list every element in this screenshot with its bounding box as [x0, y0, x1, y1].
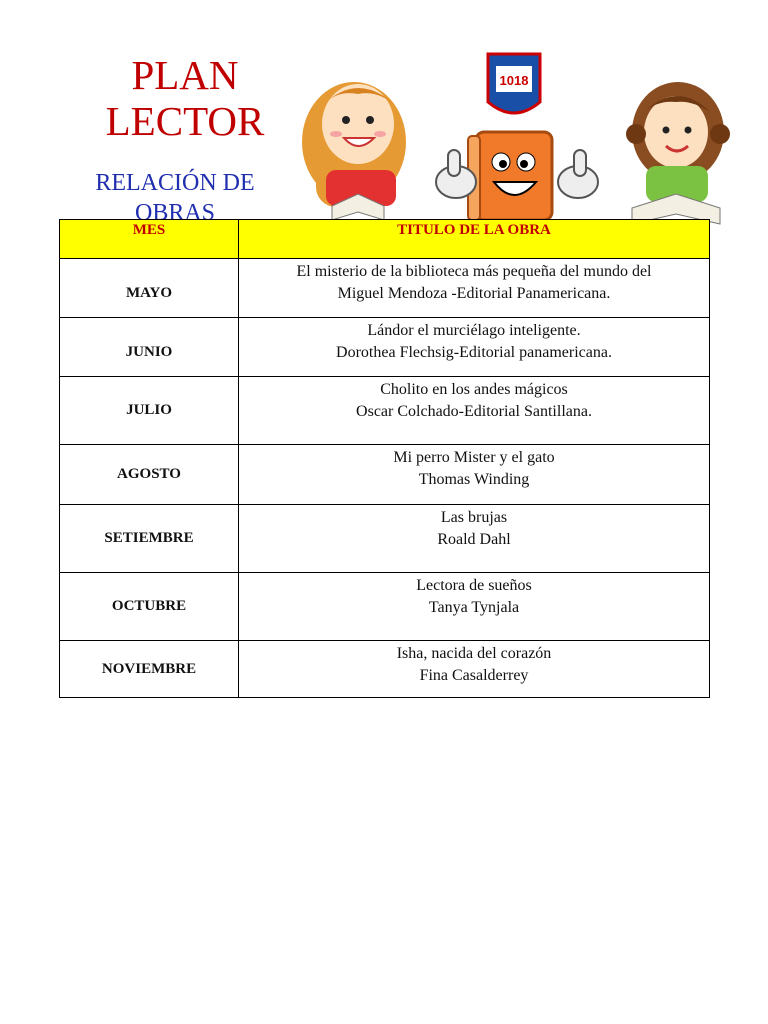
work-cell [239, 505, 710, 573]
month-cell: JULIO [60, 377, 239, 445]
work-author: Tanya Tynjala [428, 599, 520, 616]
column-header-title: TITULO DE LA OBRA [239, 220, 710, 259]
month-cell: JUNIO [60, 318, 239, 377]
reading-plan-table [59, 219, 710, 698]
work-title: Lectora de sueños [416, 577, 532, 594]
school-badge [488, 54, 540, 113]
work-author: Miguel Mendoza -Editorial Panamericana. [337, 285, 611, 302]
table-row [60, 573, 710, 641]
book-character-illustration [436, 132, 598, 220]
month-cell: AGOSTO [60, 445, 239, 505]
work-title: Mi perro Mister y el gato [393, 449, 555, 466]
work-author: Fina Casalderrey [419, 667, 529, 684]
work-cell [239, 259, 710, 318]
table-row [60, 641, 710, 698]
work-cell [239, 318, 710, 377]
work-author: Dorothea Flechsig-Editorial panamericana. [336, 344, 612, 361]
table-row [60, 445, 710, 505]
month-cell: MAYO [60, 259, 239, 318]
work-title: Lándor el murciélago inteligente. [367, 322, 581, 339]
work-author: Oscar Colchado-Editorial Santillana. [356, 403, 592, 420]
page-subtitle: RELACIÓN DE OBRAS [95, 170, 255, 220]
work-title: Cholito en los andes mágicos [380, 381, 568, 398]
work-title: Las brujas [440, 509, 508, 526]
reading-illustration [296, 42, 736, 230]
month-cell: OCTUBRE [60, 573, 239, 641]
table-row [60, 318, 710, 377]
table-row [60, 259, 710, 318]
work-cell [239, 377, 710, 445]
work-cell [239, 641, 710, 698]
month-cell: SETIEMBRE [60, 505, 239, 573]
work-author: Thomas Winding [418, 471, 530, 488]
month-cell: NOVIEMBRE [60, 641, 239, 698]
work-cell [239, 445, 710, 505]
work-title: El misterio de la biblioteca más pequeña del mundo del [296, 263, 652, 280]
table-row [60, 377, 710, 445]
table-row [60, 505, 710, 573]
work-title: Isha, nacida del corazón [396, 645, 552, 662]
girl-right-illustration [626, 82, 730, 224]
table-header-row [60, 220, 710, 259]
title-line-2: LECTOR [105, 98, 265, 144]
page-title [90, 52, 280, 144]
work-author: Roald Dahl [437, 531, 511, 548]
girl-left-illustration [302, 82, 406, 220]
column-header-month: MES [60, 220, 239, 259]
title-line-1: PLAN [131, 52, 239, 98]
work-cell [239, 573, 710, 641]
badge-number: 1018 [499, 73, 529, 88]
